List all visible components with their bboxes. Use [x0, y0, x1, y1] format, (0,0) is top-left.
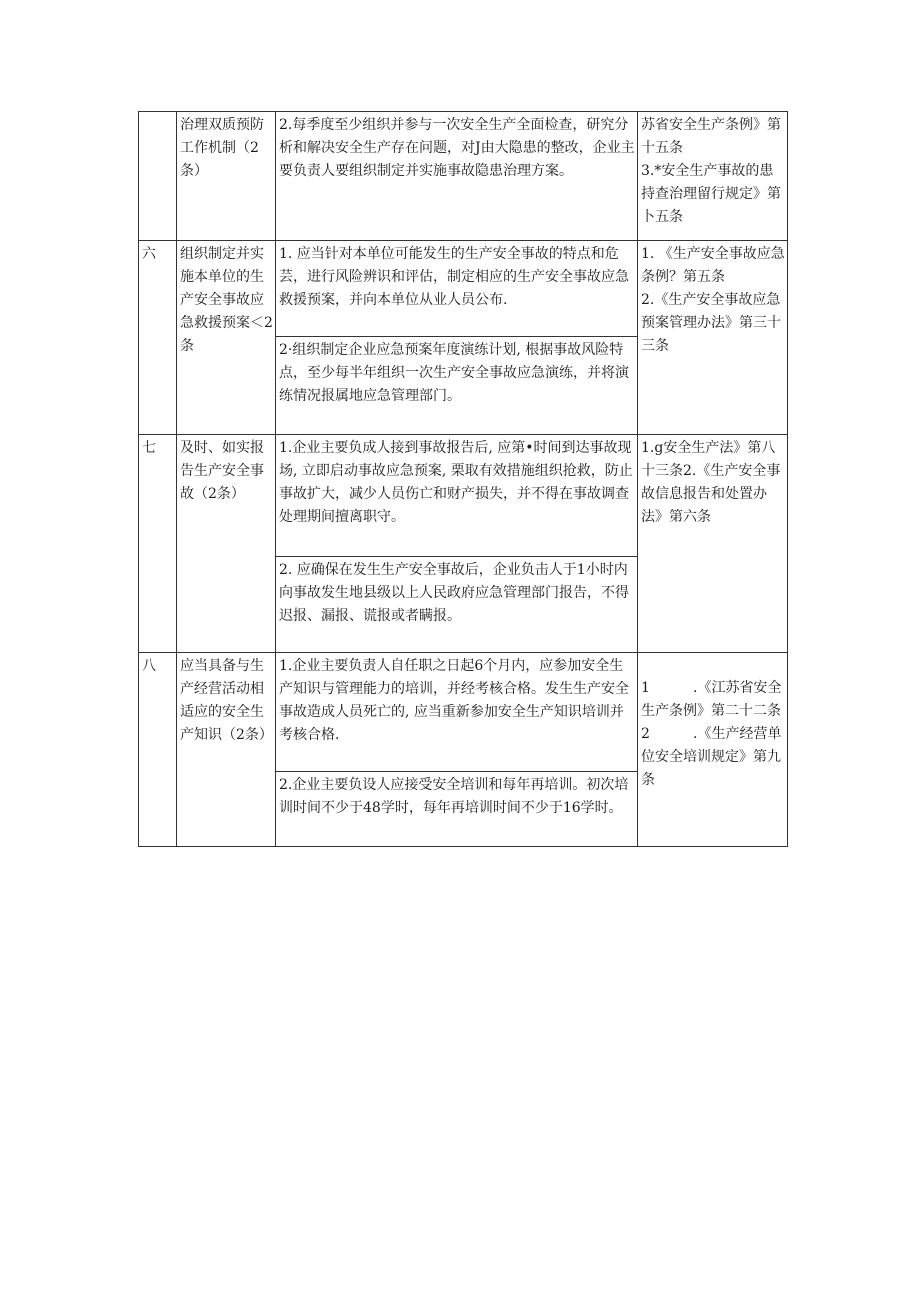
requirement-text: 2. 应确保在发生生产安全事故后，企业负击人于1小时内向事故发生地县级以上人民政府应急管理部门报告，不得迟报、漏报、谎报或者瞒报。 — [279, 562, 629, 624]
requirement-text: 1. 应当针对本单位可能发生的生产安全事故的特点和危芸，进行风险辨识和评估，制定相应的生产安全事故应急救援预案，并向本单位从业人员公布. — [279, 246, 629, 308]
requirement-cell — [276, 112, 638, 241]
responsibility-table — [138, 111, 788, 847]
item-cell: 应当具备与生产经营活动相适应的安全生产知识（2条） — [177, 653, 276, 847]
item-cell: 治理双质预防工作机制（2条） — [177, 112, 276, 241]
requirement-text: 2.每季度至少组织并参与一次安全生产全面检查，研究分析和解决安全生产存在问题，对J由大隐患的整改，企业主要负责人要组织制定并实施事故隐患治理方案。 — [279, 117, 635, 179]
table-row — [139, 653, 788, 772]
basis-cell — [638, 435, 788, 653]
basis-text: 2.《生产安全事故应急预案管理办法》第三十三条 — [641, 292, 781, 354]
requirement-text: 1.企业主要负成人接到事故报告后, 应第•时间到达事故现场, 立即启动事故应急预案, 栗取有效措施组织抢救，防止事故扩大，减少人员伤亡和财产损失，并不得在事故调查处理期间擅离职守。 — [279, 440, 633, 525]
basis-cell — [638, 241, 788, 435]
basis-body: .《江苏省安全生产条例》第二十二条 — [641, 680, 782, 719]
row-number: 八 — [139, 653, 177, 847]
basis-number: 2 — [641, 726, 650, 742]
item-cell: 组织制定并实施本单位的生产安全事故应急救援预案＜2条 — [177, 241, 276, 435]
table-row — [139, 112, 788, 241]
basis-text — [641, 677, 785, 723]
basis-text: 3.*安全生产事故的患持查治理留行规定》第卜五条 — [641, 163, 781, 225]
requirement-cell — [276, 435, 638, 557]
basis-text: 1.g安全生产法》第八十三条2.《生产安全事故信息报告和处置办法》第六条 — [641, 440, 781, 525]
basis-text: 苏省安全生产条例》第十五条 — [641, 117, 781, 156]
table-row — [139, 435, 788, 557]
requirement-text: 1.企业主要负责人自任职之日起6个月内，应参加安全生产知识与管理能力的培训，并经考核合格。发生生产安全事故造成人员死亡的, 应当重新参加安全生产知识培训并考核合格. — [279, 658, 629, 743]
requirement-cell — [276, 772, 638, 847]
basis-text: 1. 《生产安全事故应急条例？第五条 — [641, 246, 785, 285]
requirement-cell — [276, 653, 638, 772]
requirement-cell — [276, 557, 638, 653]
basis-cell — [638, 112, 788, 241]
table-row — [139, 241, 788, 337]
row-number — [139, 112, 177, 241]
row-number: 七 — [139, 435, 177, 653]
requirement-cell — [276, 337, 638, 435]
requirement-text: 2.企业主要负设人应接受安全培训和每年再培训。初次培训时间不少于48学时，每年再培训时间不少于16学时。 — [279, 777, 629, 816]
basis-cell — [638, 653, 788, 847]
row-number: 六 — [139, 241, 177, 435]
requirement-text: 2·组织制定企业应急预案年度演练计划, 根据事故风险特点，至少每半年组织一次生产安全事故应急演练，并将演练情况报属地应急管理部门。 — [279, 342, 629, 404]
basis-text — [641, 723, 785, 792]
basis-body: .《生产经营单位安全培训规定》第九条 — [641, 726, 782, 788]
basis-number: 1 — [641, 680, 650, 696]
item-cell: 及时、如实报告生产安全事故（2条） — [177, 435, 276, 653]
requirement-cell — [276, 241, 638, 337]
